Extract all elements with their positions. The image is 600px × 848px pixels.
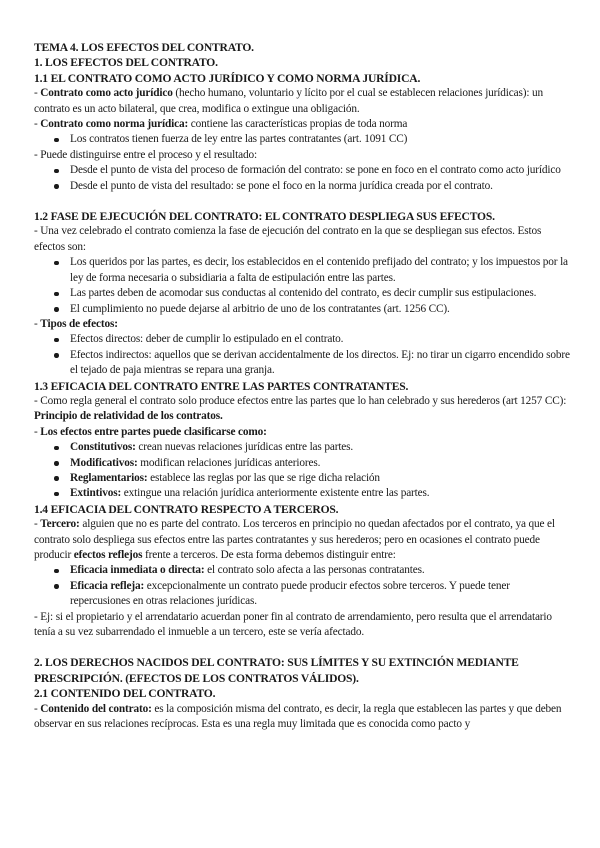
list-item xyxy=(34,471,572,486)
eficacia-bullet-list xyxy=(34,563,572,609)
section-1-1-heading: 1.1 EL CONTRATO COMO ACTO JURÍDICO Y COMO NORMA JURÍDICA. xyxy=(34,71,421,85)
list-item xyxy=(34,563,572,578)
item-label: Reglamentarios: xyxy=(70,471,148,484)
ejemplo-paragraph: - Ej: si el propietario y el arrendatario acuerdan poner fin al contrato de arrendamiento, pero resulta que el arrendatario tenía a su vez subarrendado el inmueble a un tercero, este se vería afectado. xyxy=(34,610,552,639)
tercero-paragraph: - Tercero: alguien que no es parte del contrato. Los terceros en principio no quedan afectados por el contrato, ya que el contrato solo despliega sus efectos entre las partes contratantes y sus herederos; pero en ocasiones el contrato puede producir efectos reflejos frente a terceros. De esta forma debemos distinguir entre: xyxy=(34,518,555,561)
item-text: establece las reglas por las que se rige dicha relación xyxy=(147,471,380,484)
tercero-label: Tercero: xyxy=(40,518,80,531)
list-item: Desde el punto de vista del resultado: se pone el foco en la norma jurídica creada por el contrato. xyxy=(34,179,572,194)
item-text: crean nuevas relaciones jurídicas entre las partes. xyxy=(135,441,354,454)
section-2-1-heading: 2.1 CONTENIDO DEL CONTRATO. xyxy=(34,687,216,701)
item-text: modifican relaciones jurídicas anteriores. xyxy=(137,456,321,469)
clasificacion-paragraph: - Los efectos entre partes puede clasificarse como: xyxy=(34,425,267,438)
norma-juridica-text: contiene las características propias de toda norma xyxy=(188,118,408,131)
acto-juridico-label: Contrato como acto jurídico xyxy=(40,87,173,100)
list-item xyxy=(34,486,572,501)
clasificacion-bullet-list xyxy=(34,440,572,502)
norma-bullet-list xyxy=(34,132,572,147)
item-label: Modificativos: xyxy=(70,456,138,469)
tipos-efectos-label: Tipos de efectos: xyxy=(40,317,118,330)
contenido-paragraph: - Contenido del contrato: es la composición misma del contrato, es decir, la regla que establecen las partes y que deben observar en sus relaciones recíprocas. Esta es una regla muy limitada que es conocida como pacto y xyxy=(34,702,562,731)
norma-juridica-paragraph: - Contrato como norma jurídica: contiene las características propias de toda norma xyxy=(34,118,408,131)
list-item: El cumplimiento no puede dejarse al arbitrio de uno de los contratantes (art. 1256 CC). xyxy=(34,302,572,317)
distinguir-bullet-list xyxy=(34,163,572,194)
contenido-text: es la composición misma del contrato, es decir, la regla que establecen las partes y que deben observar en sus relaciones recíprocas. Esta es una regla muy limitada que es conocida como pacto y xyxy=(34,702,562,731)
section-1-heading: 1. LOS EFECTOS DEL CONTRATO. xyxy=(34,56,218,70)
item-label: Constitutivos: xyxy=(70,441,136,454)
contenido-label: Contenido del contrato: xyxy=(40,702,152,715)
list-item: Efectos directos: deber de cumplir lo estipulado en el contrato. xyxy=(34,332,572,347)
list-item: Los contratos tienen fuerza de ley entre las partes contratantes (art. 1091 CC) xyxy=(34,132,572,147)
clasificacion-label: Los efectos entre partes puede clasificarse como: xyxy=(40,425,267,438)
item-label: Eficacia inmediata o directa: xyxy=(70,564,205,577)
tipos-efectos-paragraph: - Tipos de efectos: xyxy=(34,317,118,330)
acto-juridico-paragraph: - Contrato como acto jurídico (hecho humano, voluntario y lícito por el cual se establecen relaciones jurídicas): un contrato es un acto bilateral, que crea, modifica o extingue una obligación. xyxy=(34,87,544,115)
eficacia-partes-intro xyxy=(34,394,572,425)
eficacia-partes-text: - Como regla general el contrato solo produce efectos entre las partes que lo han celebrado y sus herederos (art 1257 CC): xyxy=(34,394,567,407)
list-item xyxy=(34,440,572,455)
spacer xyxy=(34,640,572,655)
item-text: extingue una relación jurídica anteriormente existente entre las partes. xyxy=(121,487,430,500)
list-item: Las partes deben de acomodar sus conductas al contenido del contrato, es decir cumplir sus estipulaciones. xyxy=(34,286,572,301)
section-2-heading: 2. LOS DERECHOS NACIDOS DEL CONTRATO: SUS LÍMITES Y SU EXTINCIÓN MEDIANTE PRESCRIPCIÓN. (EFECTOS DE LOS CONTRATOS VÁLIDOS). xyxy=(34,656,519,685)
principio-relatividad: Principio de relatividad de los contratos. xyxy=(34,410,223,423)
efectos-reflejos: efectos reflejos xyxy=(73,549,143,561)
norma-juridica-label: Contrato como norma jurídica: xyxy=(40,118,189,131)
efectos-bullet-list xyxy=(34,255,572,317)
spacer xyxy=(34,194,572,209)
ejecucion-intro: - Una vez celebrado el contrato comienza la fase de ejecución del contrato en la que se despliegan sus efectos. Estos efectos son: xyxy=(34,225,542,253)
list-item: Los queridos por las partes, es decir, los establecidos en el contenido prefijado del contrato; y los impuestos por la ley de forma necesaria o subsidiaria a falta de estipulación entre las partes. xyxy=(34,255,572,286)
tercero-tail: frente a terceros. De esta forma debemos distinguir entre: xyxy=(142,549,396,561)
list-item: Efectos indirectos: aquellos que se derivan accidentalmente de los directos. Ej: no tirar un cigarro encendido sobre el tejado de paja mientras se repara una granja. xyxy=(34,348,572,379)
section-1-3-heading: 1.3 EFICACIA DEL CONTRATO ENTRE LAS PARTES CONTRATANTES. xyxy=(34,379,409,393)
doc-title: TEMA 4. LOS EFECTOS DEL CONTRATO. xyxy=(34,41,254,54)
acto-juridico-text: (hecho humano, voluntario y lícito por el cual se establecen relaciones jurídicas): un contrato es un acto bilateral, que crea, modifica o extingue una obligación. xyxy=(34,87,544,115)
tipos-bullet-list xyxy=(34,332,572,378)
list-item xyxy=(34,579,572,610)
tercero-text: alguien que no es parte del contrato. Los terceros en principio no quedan afectados por el contrato, ya que el contrato solo despliega sus efectos entre las partes contratantes y sus herederos; pero en ocasiones el contrato puede producir xyxy=(34,518,555,561)
list-item xyxy=(34,456,572,471)
section-1-2-heading: 1.2 FASE DE EJECUCIÓN DEL CONTRATO: EL CONTRATO DESPLIEGA SUS EFECTOS. xyxy=(34,210,495,224)
section-1-4-heading: 1.4 EFICACIA DEL CONTRATO RESPECTO A TERCEROS. xyxy=(34,502,339,516)
list-item: Desde el punto de vista del proceso de formación del contrato: se pone en foco en el contrato como acto jurídico xyxy=(34,163,572,178)
item-label: Extintivos: xyxy=(70,487,122,500)
item-text: excepcionalmente un contrato puede producir efectos sobre terceros. Y puede tener repercusiones en otras relaciones jurídicas. xyxy=(70,579,510,608)
distinguir-paragraph: - Puede distinguirse entre el proceso y el resultado: xyxy=(34,148,257,161)
item-text: el contrato solo afecta a las personas contratantes. xyxy=(204,564,425,577)
item-label: Eficacia refleja: xyxy=(70,579,145,592)
